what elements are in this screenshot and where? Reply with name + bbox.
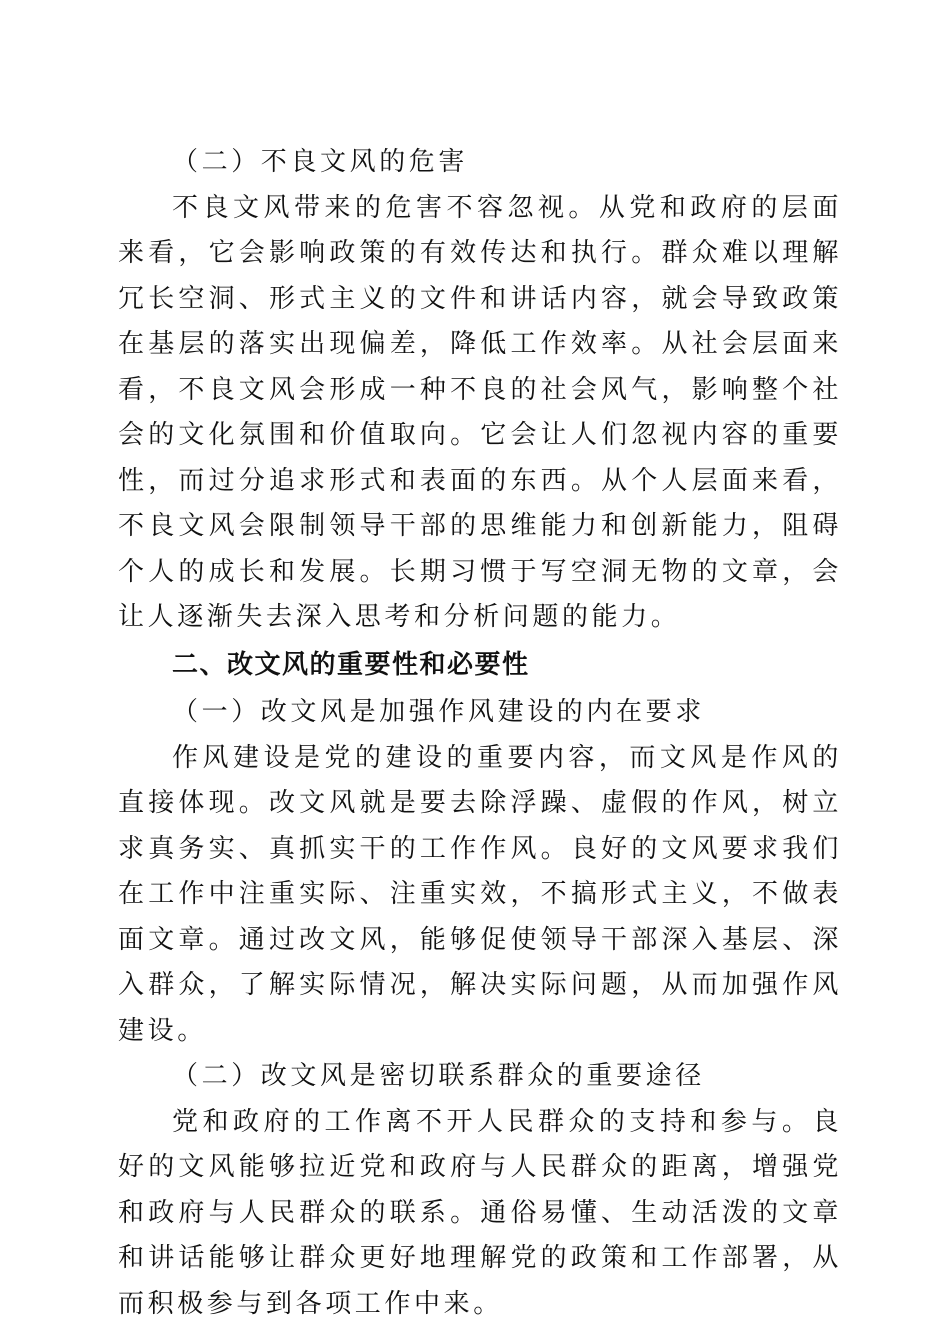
- subheading-harm-of-bad-writing-style: （二）不良文风的危害: [172, 147, 469, 177]
- paragraph-style-building-requirement: 作风建设是党的建设的重要内容，而文风是作风的直接体现。改文风就是要去除浮躁、虚假的作风，树立求真务实、真抓实干的工作作风。良好的文风要求我们在工作中注重实际、注重实效，不搞形式主义，不做表面文章。通过改文风，能够促使领导干部深入基层、深入群众，了解实际情况，解决实际问题，从而加强作风建设。: [118, 742, 842, 1046]
- paragraph-harm-of-bad-writing-style: 不良文风带来的危害不容忽视。从党和政府的层面来看，它会影响政策的有效传达和执行。群众难以理解冗长空洞、形式主义的文件和讲话内容，就会导致政策在基层的落实出现偏差，降低工作效率。从社会层面来看，不良文风会形成一种不良的社会风气，影响整个社会的文化氛围和价值取向。它会让人们忽视内容的重要性，而过分追求形式和表面的东西。从个人层面来看，不良文风会限制领导干部的思维能力和创新能力，阻碍个人的成长和发展。长期习惯于写空洞无物的文章，会让人逐渐失去深入思考和分析问题的能力。: [118, 192, 842, 632]
- document-body: [118, 140, 842, 1327]
- section-heading-importance-of-reform: 二、改文风的重要性和必要性: [172, 649, 530, 680]
- paragraph-connect-with-masses: 党和政府的工作离不开人民群众的支持和参与。良好的文风能够拉近党和政府与人民群众的距离，增强党和政府与人民群众的联系。通俗易懂、生动活泼的文章和讲话能够让群众更好地理解党的政策和工作部署，从而积极参与到各项工作中来。: [118, 1106, 842, 1319]
- subheading-style-building-requirement: （一）改文风是加强作风建设的内在要求: [172, 697, 705, 727]
- subheading-connect-with-masses: （二）改文风是密切联系群众的重要途径: [172, 1061, 705, 1091]
